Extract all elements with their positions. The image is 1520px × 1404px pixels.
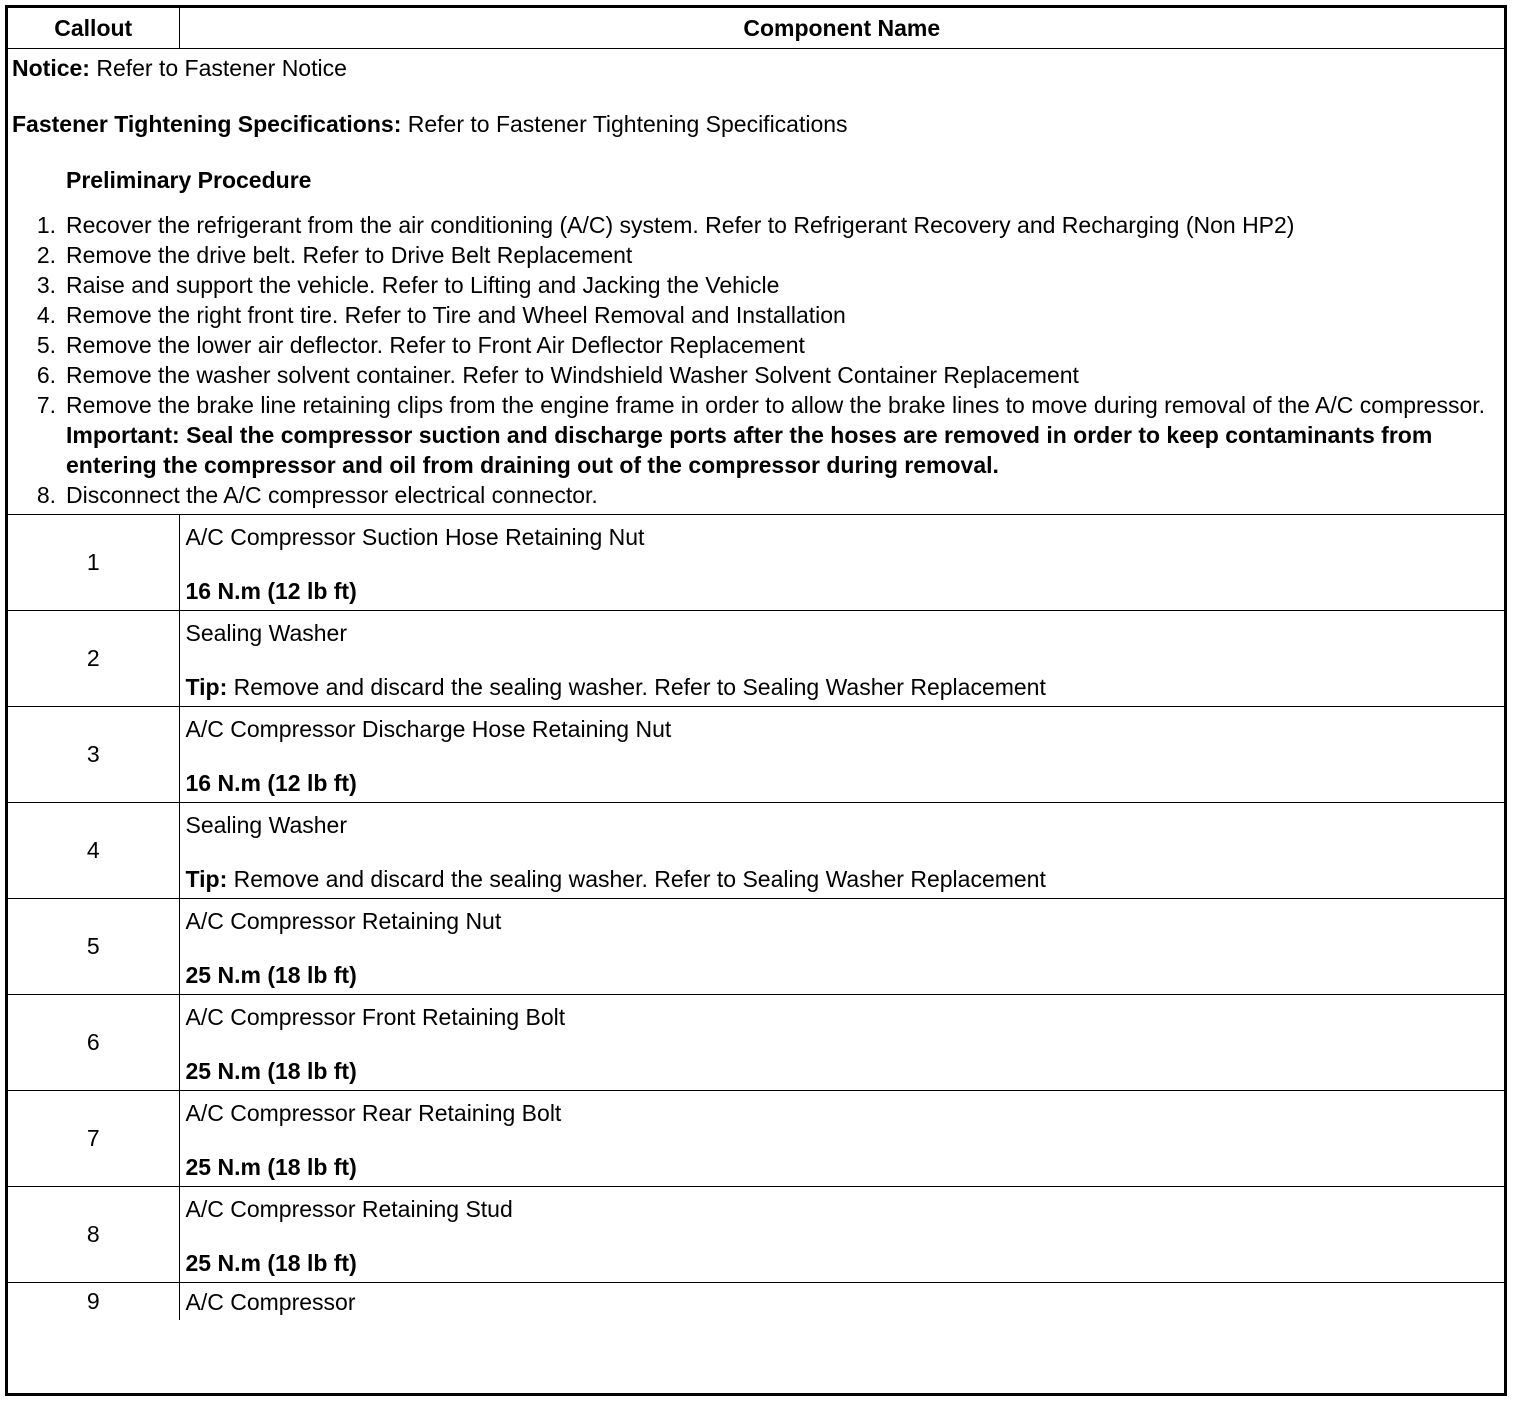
component-name: A/C Compressor Retaining Nut — [185, 908, 502, 934]
notice-label: Notice: — [12, 55, 90, 81]
step-item — [12, 480, 1498, 510]
notice-text: Refer to Fastener Notice — [89, 55, 347, 81]
callout-number: 2 — [8, 611, 179, 707]
step-text: Remove the lower air deflector. Refer to Front Air Deflector Replacement — [66, 332, 805, 358]
component-cell — [179, 707, 1504, 803]
step-number: 7. — [36, 392, 56, 418]
callout-number: 4 — [8, 803, 179, 899]
step-item — [12, 390, 1498, 420]
component-cell — [179, 515, 1504, 611]
torque-spec: 25 N.m (18 lb ft) — [185, 962, 357, 988]
component-table — [5, 5, 1507, 1396]
component-name-header: Component Name — [179, 8, 1504, 49]
component-name: A/C Compressor Rear Retaining Bolt — [185, 1100, 562, 1126]
preliminary-procedure-title: Preliminary Procedure — [66, 167, 312, 193]
step-number: 2. — [36, 242, 56, 268]
component-cell — [179, 1091, 1504, 1187]
component-name: A/C Compressor Discharge Hose Retaining Nut — [185, 716, 672, 742]
component-name: A/C Compressor Retaining Stud — [185, 1196, 513, 1222]
callout-number: 8 — [8, 1187, 179, 1283]
torque-spec: 25 N.m (18 lb ft) — [185, 1250, 357, 1276]
step-number: 5. — [36, 332, 56, 358]
callout-number: 3 — [8, 707, 179, 803]
important-note — [12, 420, 1498, 480]
table-row — [8, 611, 1504, 707]
component-cell — [179, 611, 1504, 707]
component-cell — [179, 995, 1504, 1091]
callout-number: 5 — [8, 899, 179, 995]
important-text: Important: Seal the compressor suction and discharge ports after the hoses are removed in order to keep contaminants from entering the compressor and oil from draining out of the compressor during removal. — [66, 422, 1433, 478]
table-row — [8, 707, 1504, 803]
tip-text: Remove and discard the sealing washer. Refer to Sealing Washer Replacement — [227, 866, 1046, 892]
step-number: 4. — [36, 302, 56, 328]
table-row — [8, 1091, 1504, 1187]
component-cell — [179, 1283, 1504, 1320]
tip-label: Tip: — [185, 674, 228, 700]
step-text: Remove the drive belt. Refer to Drive Belt Replacement — [66, 242, 633, 268]
preliminary-steps — [12, 210, 1498, 510]
step-item — [12, 240, 1498, 270]
notes-row — [8, 49, 1504, 515]
component-name: Sealing Washer — [185, 812, 348, 838]
table-row — [8, 1187, 1504, 1283]
table-header-row — [8, 8, 1504, 49]
step-text: Remove the brake line retaining clips from the engine frame in order to allow the brake lines to move during removal of the A/C compressor. — [66, 392, 1486, 418]
step-number: 1. — [36, 212, 56, 238]
step-item — [12, 210, 1498, 240]
procedure-notes — [8, 49, 1504, 515]
table-row — [8, 515, 1504, 611]
torque-spec: 25 N.m (18 lb ft) — [185, 1154, 357, 1180]
component-name: A/C Compressor Front Retaining Bolt — [185, 1004, 566, 1030]
component-cell — [179, 1187, 1504, 1283]
step-number: 8. — [36, 482, 56, 508]
torque-spec: 16 N.m (12 lb ft) — [185, 578, 357, 604]
fastener-spec-label: Fastener Tightening Specifications: — [12, 111, 402, 137]
tip-label: Tip: — [185, 866, 228, 892]
step-item — [12, 270, 1498, 300]
step-number: 3. — [36, 272, 56, 298]
table-row — [8, 803, 1504, 899]
callout-table — [8, 8, 1504, 1320]
step-text: Remove the right front tire. Refer to Tire and Wheel Removal and Installation — [66, 302, 846, 328]
fastener-spec-text: Refer to Fastener Tightening Specifications — [401, 111, 848, 137]
component-name: A/C Compressor Suction Hose Retaining Nut — [185, 524, 645, 550]
callout-number: 7 — [8, 1091, 179, 1187]
notice-line — [12, 55, 1498, 82]
callout-header: Callout — [8, 8, 179, 49]
step-item — [12, 300, 1498, 330]
table-row — [8, 1283, 1504, 1320]
step-text: Recover the refrigerant from the air conditioning (A/C) system. Refer to Refrigerant Recovery and Recharging (Non HP2) — [66, 212, 1295, 238]
step-number: 6. — [36, 362, 56, 388]
table-row — [8, 995, 1504, 1091]
torque-spec: 25 N.m (18 lb ft) — [185, 1058, 357, 1084]
component-name: Sealing Washer — [185, 620, 348, 646]
step-text: Raise and support the vehicle. Refer to Lifting and Jacking the Vehicle — [66, 272, 780, 298]
callout-number: 1 — [8, 515, 179, 611]
step-text: Disconnect the A/C compressor electrical connector. — [66, 482, 598, 508]
torque-spec: 16 N.m (12 lb ft) — [185, 770, 357, 796]
component-name: A/C Compressor — [185, 1289, 356, 1315]
component-cell — [179, 803, 1504, 899]
tip-text: Remove and discard the sealing washer. Refer to Sealing Washer Replacement — [227, 674, 1046, 700]
component-cell — [179, 899, 1504, 995]
fastener-spec-line — [12, 111, 1498, 138]
step-text: Remove the washer solvent container. Refer to Windshield Washer Solvent Container Replacement — [66, 362, 1079, 388]
step-item — [12, 360, 1498, 390]
callout-number: 9 — [8, 1283, 179, 1320]
callout-number: 6 — [8, 995, 179, 1091]
table-row — [8, 899, 1504, 995]
step-item — [12, 330, 1498, 360]
